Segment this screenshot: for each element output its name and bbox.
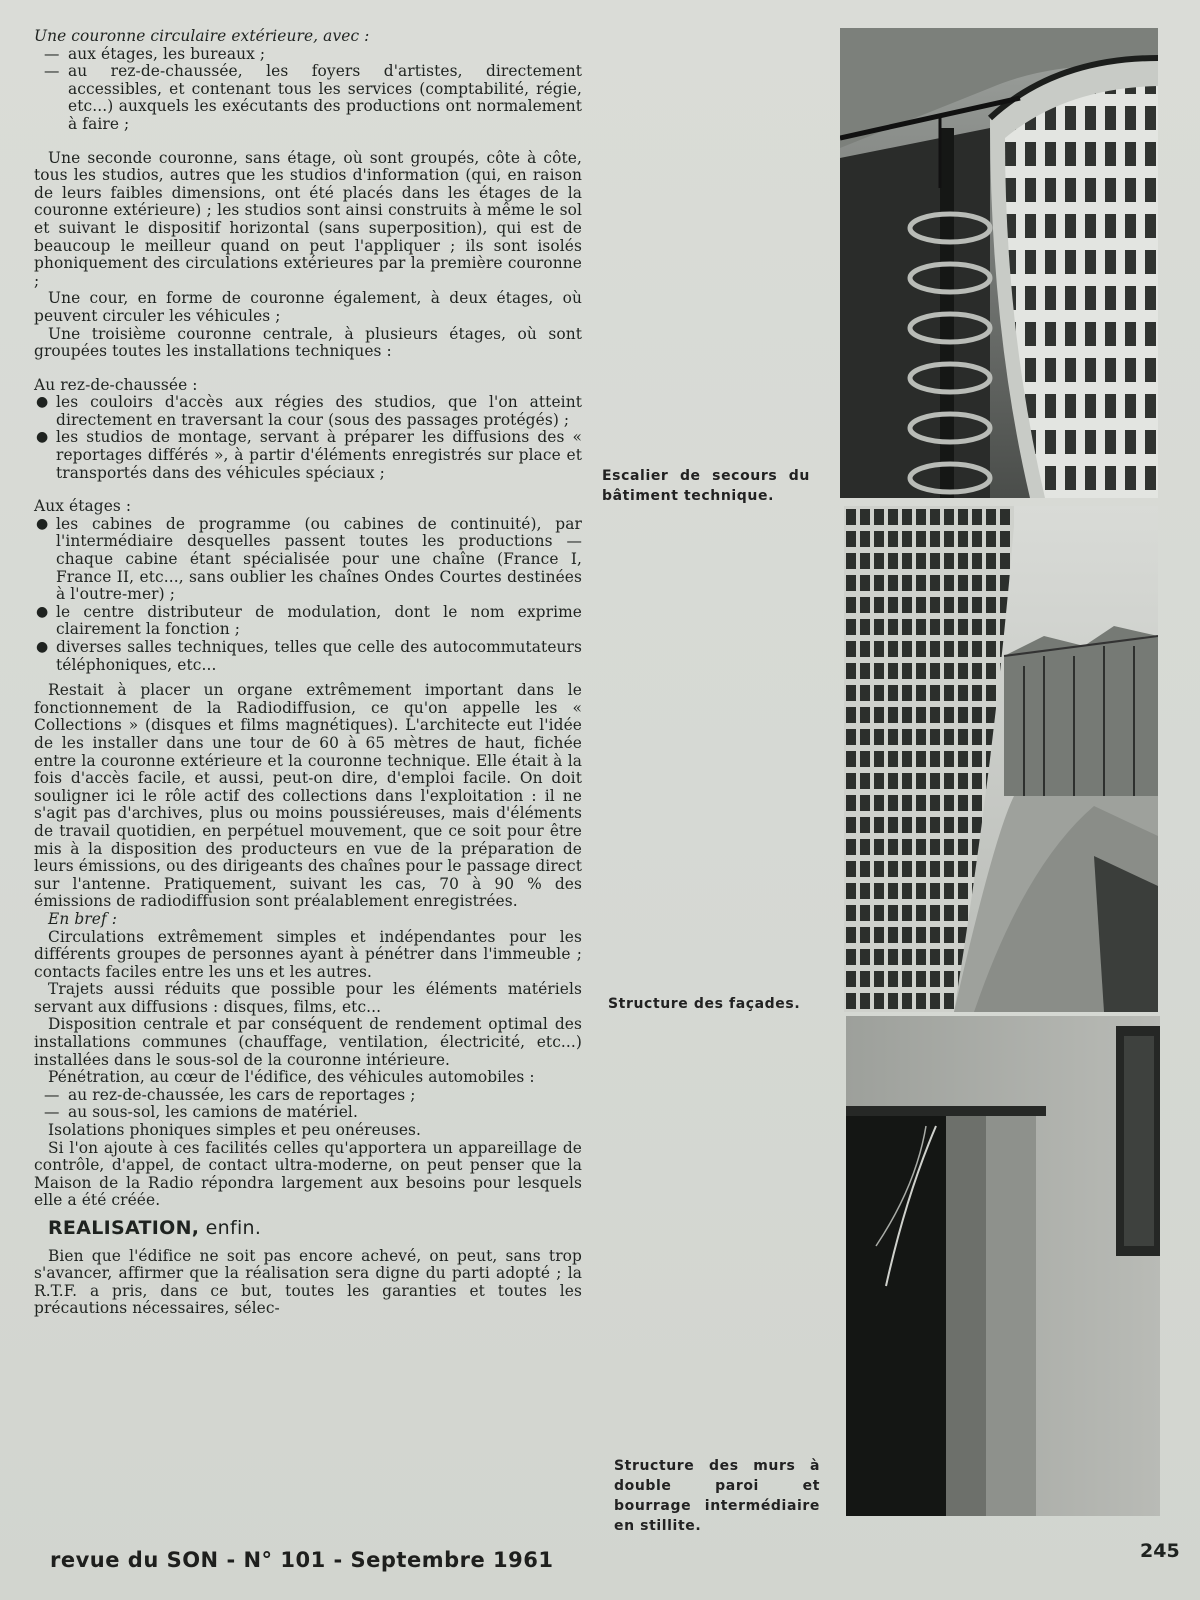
paragraph-bref-4: Pénétration, au cœur de l'édifice, des véhicules automobiles : xyxy=(48,1068,535,1087)
photo-spiral-staircase xyxy=(840,28,1158,498)
outer-ring-list xyxy=(34,46,582,134)
list-item: — au rez-de-chaussée, les cars de reportages ; xyxy=(68,1087,582,1105)
paragraph-bref-1: Circulations extrêmement simples et indépendantes pour les différents groupes de personnes ayant à pénétrer dans l'immeuble ; contacts faciles entre les uns et les autres. xyxy=(34,927,582,981)
list-item: ● les studios de montage, servant à préparer les diffusions des « reportages différés », à partir d'éléments enregistrés sur place et transportés dans des véhicules spéciaux ; xyxy=(56,429,582,482)
list-item: ● les couloirs d'accès aux régies des studios, que l'on atteint directement en traversant la cour (sous des passages protégés) ; xyxy=(56,394,582,429)
paragraph-collections: Restait à placer un organe extrêmement important dans le fonctionnement de la Radiodiffusion, ce qu'on appelle les « Collections » (disques et films magnétiques). L'architecte eut l'idée de les installer dans une tour de 60 à 65 mètres de haut, fichée entre la couronne extérieure et la couronne technique. Elle était à la fois d'accès facile, et aussi, peut-on dire, d'emploi facile. On doit souligner ici le rôle actif des collections dans l'exploitation : il ne s'agit pas d'archives, plus ou moins poussiéreuses, mais d'éléments de travail quotidien, en perpétuel mouvement, que ce soit pour être mis à la disposition des producteurs en vue de la préparation de leurs émissions, ou des dirigeants des chaînes pour le passage direct sur l'antenne. Pratiquement, suivant les cas, 70 à 90 % des émissions de radiodiffusion sont préalablement enregistrées. xyxy=(34,681,582,911)
section-heading-realisation: REALISATION, enfin. xyxy=(48,1217,262,1239)
paragraph-bref-3: Disposition centrale et par conséquent de rendement optimal des installations communes (chauffage, ventilation, électricité, etc...) installées dans le sous-sol de la couronne intérieure. xyxy=(34,1015,582,1069)
en-bref-heading: En bref : xyxy=(48,909,118,928)
list-item: — au rez-de-chaussée, les foyers d'artistes, directement accessibles, et contenant tous les services (comptabilité, régie, etc...) auxquels les exécutants des productions ont normalement à faire ; xyxy=(68,63,582,133)
paragraph-bref-2: Trajets aussi réduits que possible pour les éléments matériels servant aux diffusions : disques, films, etc... xyxy=(34,980,582,1016)
paragraph-outer-ring: Une couronne circulaire extérieure, avec : xyxy=(34,27,370,45)
photo-facade-structure xyxy=(844,506,1158,1012)
paragraph-second-ring: Une seconde couronne, sans étage, où sont groupés, côte à côte, tous les studios, autres que les studios d'information (qui, en raison de leurs faibles dimensions, ont été placés dans les étages de la couronne extérieure) ; les studios sont ainsi construits à même le sol et suivant le dispositif horizontal (sans superposition), qui est de beaucoup le meilleur quand on peut l'appliquer ; ils sont isolés phoniquement des circulations extérieures par la première couronne ; xyxy=(34,148,582,290)
list-item: — au sous-sol, les camions de matériel. xyxy=(68,1104,582,1122)
caption-walls: Structure des murs à double paroi et bourrage intermédiaire en stillite. xyxy=(614,1458,820,1534)
photo-double-wall xyxy=(846,1016,1160,1516)
text-column xyxy=(34,28,582,1318)
vehicles-list xyxy=(34,1087,582,1122)
paragraph-bref-5: Isolations phoniques simples et peu onéreuses. xyxy=(48,1121,422,1140)
paragraph-third-ring: Une troisième couronne centrale, à plusieurs étages, où sont groupées toutes les installations techniques : xyxy=(34,324,582,361)
etages-heading: Aux étages : xyxy=(34,497,132,516)
list-item: — aux étages, les bureaux ; xyxy=(68,46,582,64)
caption-facades: Structure des façades. xyxy=(608,996,801,1012)
rdc-heading: Au rez-de-chaussée : xyxy=(34,375,198,394)
footer-publication: revue du SON - N° 101 - Septembre 1961 xyxy=(50,1548,554,1572)
list-item: ● les cabines de programme (ou cabines de continuité), par l'intermédiaire desquelles passent toutes les productions — chaque cabine étant spécialisée pour une chaîne (France I, France II, etc..., sans oublier les chaînes Ondes Courtes destinées à l'outre-mer) ; xyxy=(56,516,582,604)
paragraph-realisation: Bien que l'édifice ne soit pas encore achevé, on peut, sans trop s'avancer, affirmer que la réalisation sera digne du parti adopté ; la R.T.F. a pris, dans ce but, toutes les garanties et toutes les précautions nécessaires, sélec- xyxy=(34,1246,582,1318)
list-item: ● le centre distributeur de modulation, dont le nom exprime clairement la fonction ; xyxy=(56,604,582,639)
rdc-list xyxy=(34,394,582,482)
page-number: 245 xyxy=(1140,1540,1180,1562)
paragraph-courtyard: Une cour, en forme de couronne également, à deux étages, où peuvent circuler les véhicules ; xyxy=(34,289,582,325)
list-item: ● diverses salles techniques, telles que celle des autocommutateurs téléphoniques, etc... xyxy=(56,639,582,674)
caption-staircase: Escalier de secours du bâtiment technique. xyxy=(602,468,810,504)
paragraph-bref-6: Si l'on ajoute à ces facilités celles qu'apportera un appareillage de contrôle, d'appel, de contact ultra-moderne, on peut penser que la Maison de la Radio répondra largement aux besoins pour lesquels elle a été créée. xyxy=(34,1138,582,1210)
etages-list xyxy=(34,516,582,674)
